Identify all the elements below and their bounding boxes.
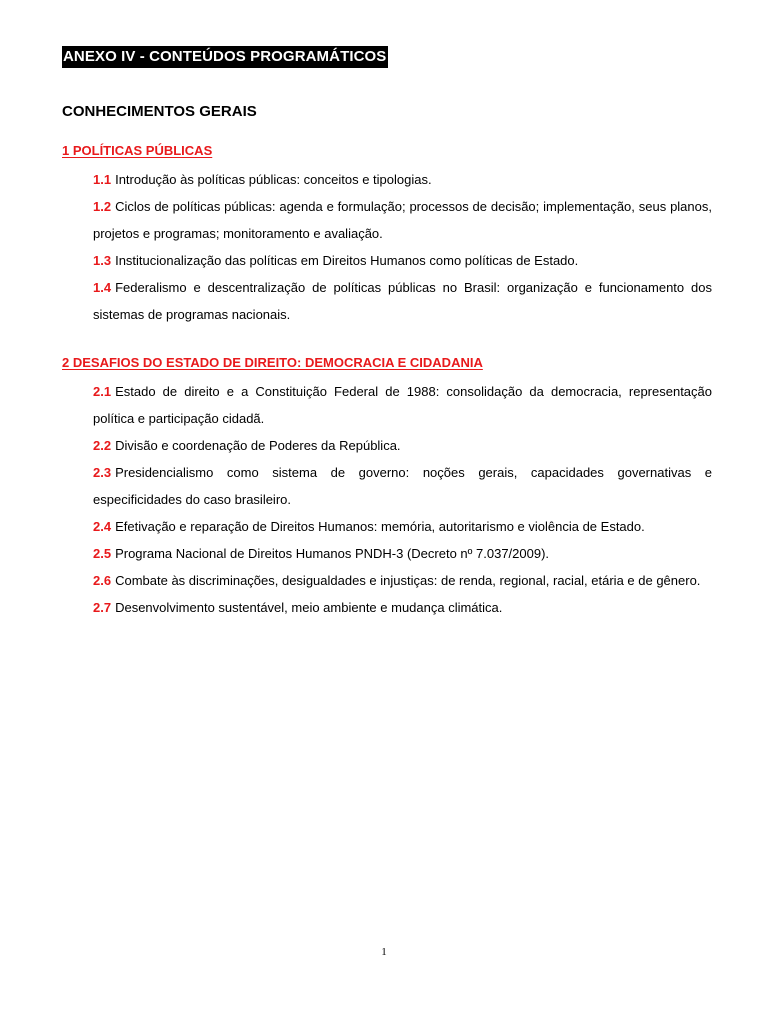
item-number: 2.1	[93, 384, 112, 399]
list-item	[93, 378, 712, 432]
section-title: 1 POLÍTICAS PÚBLICAS	[62, 143, 213, 158]
item-text: Divisão e coordenação de Poderes da República.	[115, 438, 401, 453]
list-item	[93, 166, 712, 193]
item-text: Programa Nacional de Direitos Humanos PNDH-3 (Decreto nº 7.037/2009).	[115, 546, 550, 561]
annex-title: ANEXO IV - CONTEÚDOS PROGRAMÁTICOS	[62, 46, 388, 68]
section-public-policies	[62, 142, 712, 328]
section-title: 2 DESAFIOS DO ESTADO DE DIREITO: DEMOCRACIA E CIDADANIA	[62, 355, 483, 370]
item-number: 2.7	[93, 600, 112, 615]
list-item	[93, 513, 712, 540]
item-text: Institucionalização das políticas em Direitos Humanos como políticas de Estado.	[115, 253, 579, 268]
page-number: 1	[381, 946, 387, 958]
item-number: 1.2	[93, 199, 112, 214]
item-number: 2.5	[93, 546, 112, 561]
item-number: 1.1	[93, 172, 112, 187]
item-number: 1.4	[93, 280, 112, 295]
general-knowledge-heading: CONHECIMENTOS GERAIS	[62, 103, 257, 120]
section-rule-of-law	[62, 354, 712, 621]
item-text: Efetivação e reparação de Direitos Humanos: memória, autoritarismo e violência de Estado.	[115, 519, 645, 534]
document-page	[62, 46, 712, 621]
list-item	[93, 540, 712, 567]
list-item	[93, 247, 712, 274]
item-text: Introdução às políticas públicas: conceitos e tipologias.	[115, 172, 432, 187]
item-number: 2.3	[93, 465, 112, 480]
item-number: 2.4	[93, 519, 112, 534]
section-items	[93, 166, 712, 328]
section-items	[93, 378, 712, 621]
list-item	[93, 274, 712, 328]
item-text: Combate às discriminações, desigualdades e injustiças: de renda, regional, racial, etária e de gênero.	[115, 573, 701, 588]
item-number: 2.2	[93, 438, 112, 453]
list-item	[93, 459, 712, 513]
item-text: Estado de direito e a Constituição Federal de 1988: consolidação da democracia, representação política e participação cidadã.	[93, 384, 712, 426]
item-text: Presidencialismo como sistema de governo: noções gerais, capacidades governativas e especificidades do caso brasileiro.	[93, 465, 712, 507]
list-item	[93, 567, 712, 594]
list-item	[93, 193, 712, 247]
item-text: Desenvolvimento sustentável, meio ambiente e mudança climática.	[115, 600, 503, 615]
item-text: Ciclos de políticas públicas: agenda e formulação; processos de decisão; implementação, seus planos, projetos e programas; monitoramento e avaliação.	[93, 199, 712, 241]
item-text: Federalismo e descentralização de políticas públicas no Brasil: organização e funcionamento dos sistemas de programas nacionais.	[93, 280, 712, 322]
item-number: 1.3	[93, 253, 112, 268]
list-item	[93, 432, 712, 459]
item-number: 2.6	[93, 573, 112, 588]
list-item	[93, 594, 712, 621]
